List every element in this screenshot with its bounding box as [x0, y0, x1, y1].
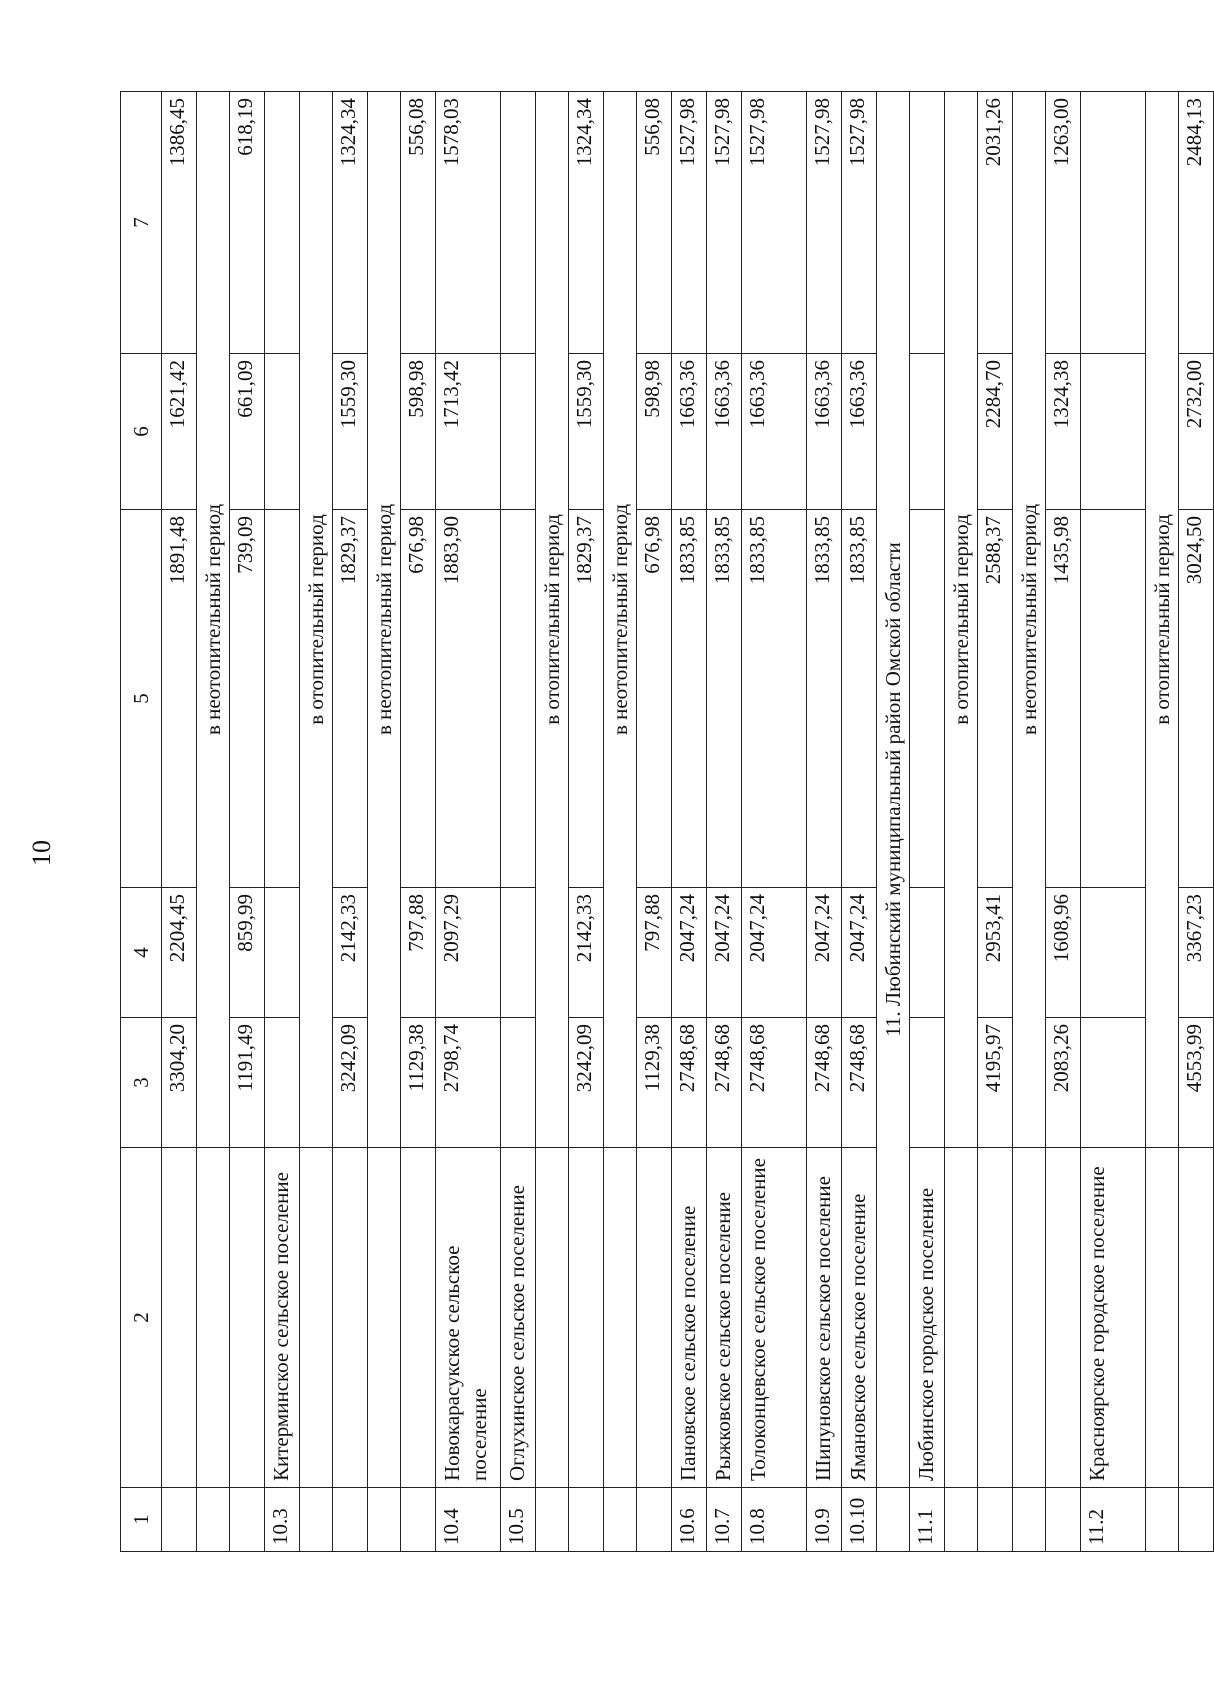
header-cell: 3 — [121, 1018, 162, 1148]
table-row — [807, 92, 842, 1552]
row-number: 10.5 — [501, 1488, 536, 1552]
table-row — [707, 92, 742, 1552]
value-cell: 1527,98 — [742, 92, 807, 354]
value-cell: 1129,38 — [401, 1018, 436, 1148]
period-row — [1013, 92, 1046, 1552]
empty-cell — [300, 1488, 333, 1552]
value-cell: 1191,49 — [230, 1018, 265, 1148]
value-cell: 2097,29 — [436, 888, 501, 1018]
value-cell: 2732,00 — [1179, 354, 1214, 510]
period-label: в отопительный период — [1146, 92, 1179, 1148]
value-cell: 3367,23 — [1179, 888, 1214, 1018]
table-viewport — [120, 92, 1206, 1552]
empty-cell — [1013, 1148, 1046, 1488]
value-cell: 859,99 — [230, 888, 265, 1018]
value-cell: 618,19 — [230, 92, 265, 354]
header-cell: 1 — [121, 1488, 162, 1552]
table-row — [436, 92, 501, 1552]
value-cell: 1713,42 — [436, 354, 501, 510]
row-number — [978, 1488, 1013, 1552]
settlement-name: Красноярское городское поселение — [1081, 1148, 1146, 1488]
value-cell: 1883,90 — [436, 510, 501, 888]
region-row — [877, 92, 910, 1552]
period-label: в неотопительный период — [1013, 92, 1046, 1148]
settlement-name: Ямановское сельское поселение — [842, 1148, 877, 1488]
row-number: 10.6 — [672, 1488, 707, 1552]
row-number — [637, 1488, 672, 1552]
settlement-name — [1046, 1148, 1081, 1488]
header-cell: 6 — [121, 354, 162, 510]
value-cell: 2047,24 — [842, 888, 877, 1018]
value-cell: 1663,36 — [742, 354, 807, 510]
value-cell: 1386,45 — [162, 92, 197, 354]
value-cell: 1829,37 — [333, 510, 368, 888]
page-number: 10 — [27, 840, 56, 866]
value-cell: 2748,68 — [742, 1018, 807, 1148]
row-number — [1046, 1488, 1081, 1552]
row-number: 10.3 — [265, 1488, 300, 1552]
empty-cell — [877, 1488, 910, 1552]
value-cell: 4195,97 — [978, 1018, 1013, 1148]
value-cell: 1833,85 — [842, 510, 877, 888]
value-cell: 797,88 — [401, 888, 436, 1018]
value-cell: 676,98 — [637, 510, 672, 888]
value-cell: 1435,98 — [1046, 510, 1081, 888]
table-row — [742, 92, 807, 1552]
header-cell: 2 — [121, 1148, 162, 1488]
period-row — [197, 92, 230, 1552]
value-cell — [501, 1018, 536, 1148]
value-cell: 1324,38 — [1046, 354, 1081, 510]
value-cell: 1663,36 — [842, 354, 877, 510]
row-number: 10.4 — [436, 1488, 501, 1552]
value-cell: 3242,09 — [333, 1018, 368, 1148]
value-cell — [910, 1018, 945, 1148]
value-cell: 2748,68 — [842, 1018, 877, 1148]
empty-cell — [604, 1488, 637, 1552]
empty-cell — [368, 1488, 401, 1552]
table-row — [1046, 92, 1081, 1552]
settlement-name — [978, 1148, 1013, 1488]
value-cell: 2142,33 — [569, 888, 604, 1018]
value-cell — [265, 354, 300, 510]
value-cell: 2284,70 — [978, 354, 1013, 510]
value-cell: 1608,96 — [1046, 888, 1081, 1018]
empty-cell — [604, 1148, 637, 1488]
period-label: в отопительный период — [536, 92, 569, 1148]
table-row — [637, 92, 672, 1552]
value-cell: 2047,24 — [807, 888, 842, 1018]
table-row — [501, 92, 536, 1552]
table-row — [978, 92, 1013, 1552]
value-cell — [265, 1018, 300, 1148]
value-cell: 1527,98 — [672, 92, 707, 354]
period-label: в неотопительный период — [604, 92, 637, 1148]
value-cell — [501, 510, 536, 888]
row-number — [162, 1488, 197, 1552]
value-cell — [1081, 1018, 1146, 1148]
table-row — [910, 92, 945, 1552]
settlement-name: Любинское городское поселение — [910, 1148, 945, 1488]
empty-cell — [300, 1148, 333, 1488]
table-row — [672, 92, 707, 1552]
header-cell: 7 — [121, 92, 162, 354]
settlement-name — [401, 1148, 436, 1488]
settlement-name: Пановское сельское поселение — [672, 1148, 707, 1488]
value-cell: 1527,98 — [807, 92, 842, 354]
period-row — [536, 92, 569, 1552]
value-cell: 1559,30 — [569, 354, 604, 510]
value-cell: 1324,34 — [333, 92, 368, 354]
value-cell: 1833,85 — [807, 510, 842, 888]
value-cell: 2047,24 — [742, 888, 807, 1018]
value-cell: 2204,45 — [162, 888, 197, 1018]
value-cell — [1081, 510, 1146, 888]
empty-cell — [945, 1488, 978, 1552]
header-cell: 5 — [121, 510, 162, 888]
value-cell: 556,08 — [401, 92, 436, 354]
value-cell — [265, 888, 300, 1018]
period-row — [945, 92, 978, 1552]
settlement-name: Китерминское сельское поселение — [265, 1148, 300, 1488]
value-cell: 2953,41 — [978, 888, 1013, 1018]
period-label: в отопительный период — [945, 92, 978, 1148]
value-cell: 598,98 — [401, 354, 436, 510]
value-cell — [1081, 888, 1146, 1018]
value-cell: 3024,50 — [1179, 510, 1214, 888]
value-cell: 1663,36 — [707, 354, 742, 510]
row-number: 10.9 — [807, 1488, 842, 1552]
value-cell: 2484,13 — [1179, 92, 1214, 354]
table-row — [333, 92, 368, 1552]
value-cell: 1324,34 — [569, 92, 604, 354]
table-row — [265, 92, 300, 1552]
settlement-name — [1179, 1148, 1214, 1488]
settlement-name: Рыжковское сельское поселение — [707, 1148, 742, 1488]
row-number: 11.2 — [1081, 1488, 1146, 1552]
table-row — [230, 92, 265, 1552]
tariff-table — [120, 91, 1214, 1552]
period-label: в неотопительный период — [368, 92, 401, 1148]
value-cell — [1081, 354, 1146, 510]
table-row — [842, 92, 877, 1552]
value-cell: 2031,26 — [978, 92, 1013, 354]
header-row — [121, 92, 162, 1552]
value-cell: 1621,42 — [162, 354, 197, 510]
table-row — [569, 92, 604, 1552]
value-cell — [1081, 92, 1146, 354]
row-number: 10.8 — [742, 1488, 807, 1552]
empty-cell — [536, 1488, 569, 1552]
empty-cell — [1146, 1488, 1179, 1552]
rotated-page-content — [120, 92, 1206, 1552]
period-row — [368, 92, 401, 1552]
value-cell — [910, 510, 945, 888]
value-cell — [910, 92, 945, 354]
value-cell: 2047,24 — [672, 888, 707, 1018]
row-number: 11.1 — [910, 1488, 945, 1552]
value-cell: 1129,38 — [637, 1018, 672, 1148]
row-number: 10.10 — [842, 1488, 877, 1552]
row-number — [1179, 1488, 1214, 1552]
value-cell — [910, 354, 945, 510]
value-cell: 3242,09 — [569, 1018, 604, 1148]
value-cell: 2748,68 — [707, 1018, 742, 1148]
period-row — [300, 92, 333, 1552]
value-cell — [910, 888, 945, 1018]
value-cell: 3304,20 — [162, 1018, 197, 1148]
empty-cell — [1146, 1148, 1179, 1488]
empty-cell — [197, 1148, 230, 1488]
value-cell: 1833,85 — [742, 510, 807, 888]
settlement-name: Оглухинское сельское поселение — [501, 1148, 536, 1488]
empty-cell — [536, 1148, 569, 1488]
period-label: в отопительный период — [300, 92, 333, 1148]
row-number — [401, 1488, 436, 1552]
value-cell: 598,98 — [637, 354, 672, 510]
value-cell: 2748,68 — [672, 1018, 707, 1148]
value-cell: 2047,24 — [707, 888, 742, 1018]
value-cell — [501, 888, 536, 1018]
value-cell — [501, 92, 536, 354]
value-cell: 2588,37 — [978, 510, 1013, 888]
value-cell: 661,09 — [230, 354, 265, 510]
period-row — [604, 92, 637, 1552]
row-number: 10.7 — [707, 1488, 742, 1552]
value-cell: 2748,68 — [807, 1018, 842, 1148]
region-heading: 11. Любинский муниципальный район Омской области — [877, 92, 910, 1488]
value-cell: 1559,30 — [333, 354, 368, 510]
value-cell: 1829,37 — [569, 510, 604, 888]
value-cell: 797,88 — [637, 888, 672, 1018]
row-number — [333, 1488, 368, 1552]
settlement-name — [637, 1148, 672, 1488]
table-row — [162, 92, 197, 1552]
row-number — [230, 1488, 265, 1552]
period-label: в неотопительный период — [197, 92, 230, 1148]
value-cell: 556,08 — [637, 92, 672, 354]
header-cell: 4 — [121, 888, 162, 1018]
value-cell: 2083,26 — [1046, 1018, 1081, 1148]
value-cell — [265, 510, 300, 888]
settlement-name: Шипуновское сельское поселение — [807, 1148, 842, 1488]
value-cell: 1263,00 — [1046, 92, 1081, 354]
value-cell — [501, 354, 536, 510]
value-cell: 676,98 — [401, 510, 436, 888]
table-row — [401, 92, 436, 1552]
value-cell: 1891,48 — [162, 510, 197, 888]
value-cell: 4553,99 — [1179, 1018, 1214, 1148]
settlement-name: Толоконцевское сельское поселение — [742, 1148, 807, 1488]
settlement-name — [569, 1148, 604, 1488]
value-cell: 1663,36 — [807, 354, 842, 510]
value-cell: 1663,36 — [672, 354, 707, 510]
value-cell: 1833,85 — [707, 510, 742, 888]
settlement-name — [230, 1148, 265, 1488]
empty-cell — [1013, 1488, 1046, 1552]
value-cell: 1578,03 — [436, 92, 501, 354]
value-cell: 2798,74 — [436, 1018, 501, 1148]
table-body — [162, 92, 1214, 1552]
empty-cell — [368, 1148, 401, 1488]
value-cell: 1527,98 — [842, 92, 877, 354]
empty-cell — [197, 1488, 230, 1552]
settlement-name — [162, 1148, 197, 1488]
value-cell: 2142,33 — [333, 888, 368, 1018]
value-cell: 739,09 — [230, 510, 265, 888]
value-cell: 1833,85 — [672, 510, 707, 888]
table-row — [1179, 92, 1214, 1552]
settlement-name: Новокарасукское сельское поселение — [436, 1148, 501, 1488]
period-row — [1146, 92, 1179, 1552]
table-row — [1081, 92, 1146, 1552]
row-number — [569, 1488, 604, 1552]
settlement-name — [333, 1148, 368, 1488]
value-cell: 1527,98 — [707, 92, 742, 354]
value-cell — [265, 92, 300, 354]
empty-cell — [945, 1148, 978, 1488]
